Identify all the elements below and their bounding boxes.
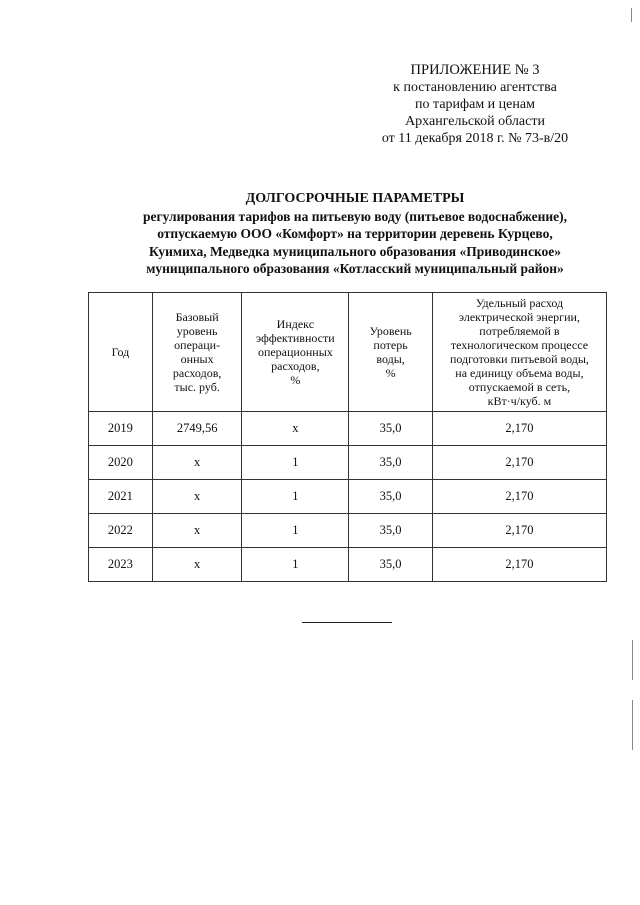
header-base-line: Базовый [175,310,219,324]
cell-loss: 35,0 [349,480,433,514]
cell-base: х [152,480,242,514]
header-energy-line: подготовки питьевой воды, [449,352,589,366]
header-base-line: операци- [174,338,221,352]
header-loss-line: % [385,366,396,380]
header-base-line: онных [180,352,214,366]
table-row [89,548,607,582]
scan-margin-mark [631,8,632,22]
header-index-line: Индекс [276,317,315,331]
cell-loss: 35,0 [349,548,433,582]
cell-index: 1 [242,514,349,548]
header-base-line: расходов, [172,366,222,380]
cell-energy: 2,170 [432,548,606,582]
cell-index: 1 [242,548,349,582]
header-year-label: Год [111,345,130,359]
header-index-line: расходов, [271,359,320,373]
header-energy-line: электрической энергии, [458,310,580,324]
cell-year: 2020 [89,446,153,480]
cell-year: 2021 [89,480,153,514]
table-row [89,514,607,548]
header-base-line: уровень [176,324,218,338]
table-row [89,412,607,446]
header-base-line: тыс. руб. [174,380,220,394]
cell-index: 1 [242,480,349,514]
header-year [89,293,153,412]
cell-energy: 2,170 [432,480,606,514]
cell-base: х [152,446,242,480]
cell-year: 2023 [89,548,153,582]
appendix-number: ПРИЛОЖЕНИЕ № 3 [410,62,540,78]
header-energy-consumption [432,293,606,412]
cell-year: 2019 [89,412,153,446]
cell-base: х [152,548,242,582]
header-index-line: эффективности [256,331,335,345]
appendix-region: Архангельской области [405,114,545,129]
header-energy-line: кВт·ч/куб. м [487,394,552,408]
table-row [89,446,607,480]
header-base-opex [152,293,242,412]
end-separator-line [302,622,392,623]
scan-margin-mark [632,640,633,680]
appendix-block [330,62,620,147]
cell-energy: 2,170 [432,446,606,480]
appendix-date: от 11 декабря 2018 г. № 73-в/20 [381,131,569,146]
cell-energy: 2,170 [432,412,606,446]
cell-index: х [242,412,349,446]
header-loss-line: потерь [373,338,408,352]
cell-base: 2749,56 [152,412,242,446]
header-loss-line: воды, [376,352,405,366]
table-header-row [89,293,607,412]
appendix-agency: по тарифам и ценам [415,97,535,112]
title-line-4: Куимиха, Медведка муниципального образования «Приводинское» [148,243,562,259]
cell-loss: 35,0 [349,514,433,548]
cell-loss: 35,0 [349,446,433,480]
header-energy-line: потребляемой в [479,324,560,338]
header-energy-line: отпускаемой в сеть, [468,380,571,394]
cell-year: 2022 [89,514,153,548]
cell-energy: 2,170 [432,514,606,548]
title-line-3: отпускаемую ООО «Комфорт» на территории деревень Курцево, [157,226,553,241]
title-heading: ДОЛГОСРОЧНЫЕ ПАРАМЕТРЫ [245,191,465,206]
cell-loss: 35,0 [349,412,433,446]
cell-index: 1 [242,446,349,480]
title-line-2: регулирования тарифов на питьевую воду (питьевое водоснабжение), [142,208,568,224]
header-index-line: операционных [257,345,333,359]
header-efficiency-index [242,293,349,412]
header-energy-line: Удельный расход [475,296,564,310]
appendix-resolution: к постановлению агентства [393,80,557,95]
header-water-loss [349,293,433,412]
cell-base: х [152,514,242,548]
title-line-5: муниципального образования «Котласский муниципальный район» [146,261,564,276]
scan-margin-mark [632,700,633,750]
header-energy-line: на единицу объема воды, [455,366,584,380]
header-index-line: % [290,373,301,387]
header-loss-line: Уровень [369,324,412,338]
document-title [70,190,640,278]
table-row [89,480,607,514]
header-energy-line: технологическом процессе [450,338,589,352]
parameters-table [88,292,607,582]
